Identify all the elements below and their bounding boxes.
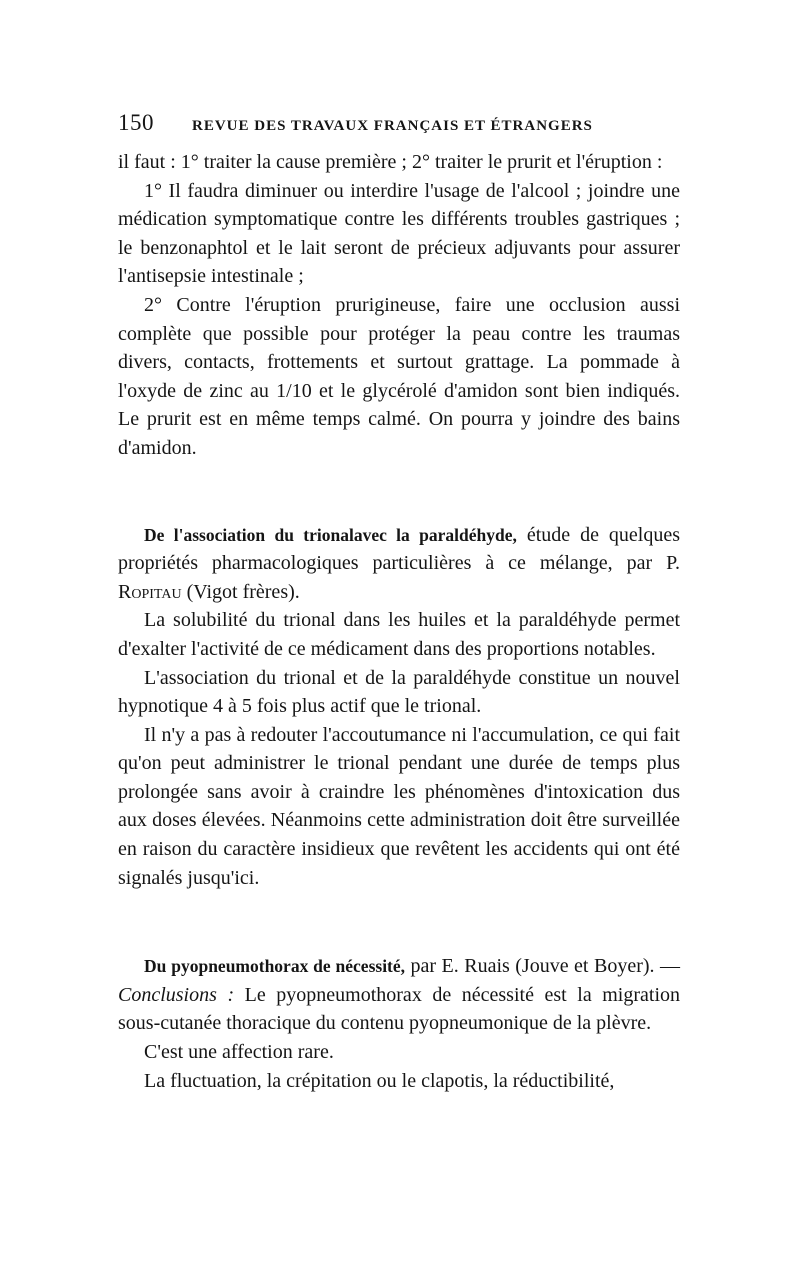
article2-paragraph-2: La fluctuation, la crépitation ou le clapotis, la réductibilité,	[144, 1069, 615, 1092]
intro-paragraph-2: 1° Il faudra diminuer ou interdire l'usage de l'alcool ; joindre une médication symptomatique contre les différents troubles gastriques ; le benzonaphtol et le lait seront de précieux adjuvants pour assurer l'antisepsie intestinale ;	[118, 179, 680, 288]
article1-paragraph-1: La solubilité du trional dans les huiles et la paraldéhyde permet d'exalter l'activité de ce médicament dans des proportions notables.	[118, 609, 680, 660]
running-head	[118, 110, 680, 136]
article1-subtitle-b: (Vigot frères).	[181, 580, 300, 603]
article1-title: De l'association du trionalavec la paraldéhyde,	[144, 524, 517, 545]
intro-paragraph-1: il faut : 1° traiter la cause première ; 2° traiter le prurit et l'éruption :	[118, 151, 663, 173]
article2-conclusions-label: Conclusions :	[118, 983, 235, 1006]
article2-byline: par E. Ruais (Jouve et Boyer). —	[405, 955, 680, 978]
article1-subtitle-a: étude de quelques propriétés pharmacologiques particulières à ce mélange, par	[118, 523, 681, 575]
article-pyopneumothorax	[118, 952, 680, 1095]
article1-paragraph-3: Il n'y a pas à redouter l'accoutumance ni l'accumulation, ce qui fait qu'on peut administrer le trional pendant une durée de temps plus prolongée sans avoir à craindre les phénomènes d'intoxication dus aux doses élevées. Néanmoins cette administration doit être surveillée en raison du caractère insidieux que revêtent les accidents qui ont été signalés jusqu'ici.	[118, 723, 680, 889]
section-spacer	[118, 892, 680, 952]
article1-paragraph-2: L'association du trional et de la paraldéhyde constitue un nouvel hypnotique 4 à 5 fois plus actif que le trional.	[118, 666, 680, 718]
section-spacer	[118, 463, 680, 521]
intro-section	[118, 148, 680, 463]
article2-paragraph-1: C'est une affection rare.	[144, 1041, 334, 1064]
article2-heading	[118, 952, 680, 1038]
article2-conclusions-text: Le pyopneumothorax de nécessité est la migration sous-cutanée thoracique du contenu pyopneumonique de la plèvre.	[118, 983, 680, 1035]
article2-title: Du pyopneumothorax de nécessité,	[144, 956, 406, 977]
intro-paragraph-3: 2° Contre l'éruption prurigineuse, faire une occlusion aussi complète que possible pour protéger la peau contre les traumas divers, contacts, frottements et surtout grattage. La pommade à l'oxyde de zinc au 1/10 et le glycérolé d'amidon sont bien indiqués. Le prurit est en même temps calmé. On pourra y joindre des bains d'amidon.	[118, 293, 680, 459]
article-trional-paraldehyde	[118, 521, 680, 893]
book-page	[118, 110, 680, 1095]
running-title: REVUE DES TRAVAUX FRANÇAIS ET ÉTRANGERS	[192, 118, 593, 134]
article1-author: P. Ropitau	[118, 552, 680, 603]
page-number: 150	[118, 110, 154, 135]
article1-heading	[118, 521, 680, 607]
